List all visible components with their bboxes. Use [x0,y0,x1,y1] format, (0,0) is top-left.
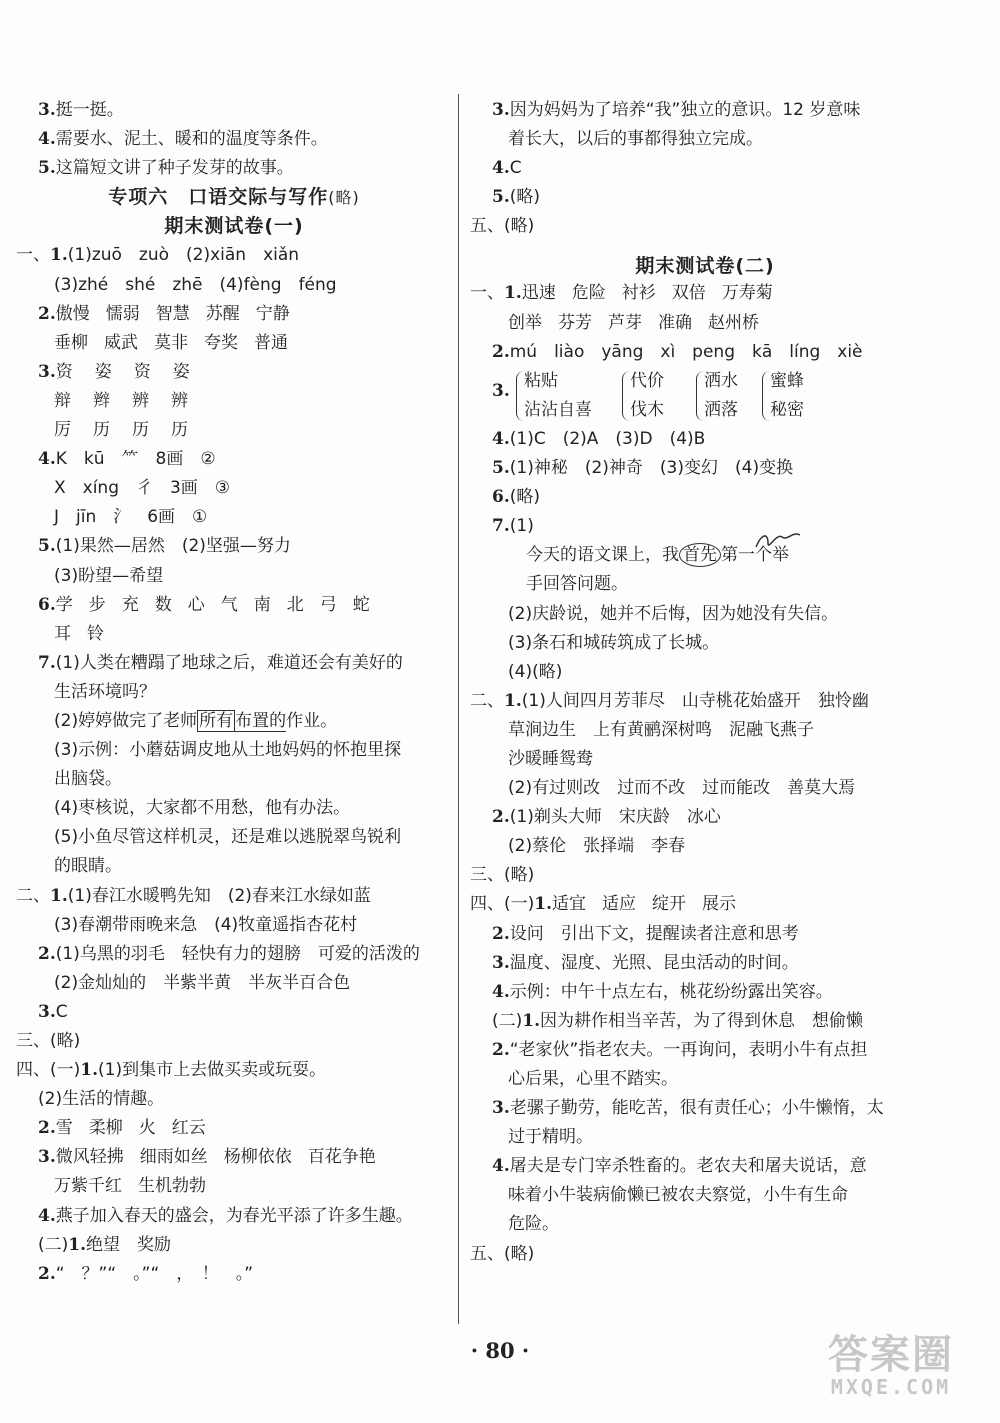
answer-line: (2)金灿灿的 半紫半黄 半灰半百合色 [54,972,351,993]
answer-line: 3.因为妈妈为了培养“我”独立的意识。12 岁意味 [492,100,861,120]
answer-line: 危险。 [508,1214,559,1235]
answer-line: 五、(略) [470,216,535,237]
answer-line: 二、1.(1)春江水暖鸭先知 (2)春来江水绿如蓝 [16,885,371,906]
answer-line: 3.C [38,1001,68,1022]
answer-line: 2.mú liào yāng xì peng kā líng xiè [492,341,863,362]
answer-line: 三、(略) [470,865,535,886]
boxed-word: 所有 [199,710,234,731]
answer-line: (2)庆龄说，她并不后悔，因为她没有失信。 [508,603,839,624]
answer-line: 五、(略) [470,1243,535,1264]
page-number: · 80 · [470,1338,530,1363]
answer-line: 2.(1)剃头大师 宋庆龄 冰心 [492,807,721,828]
answer-line: 4.C [492,158,522,179]
answer-line: 草涧边生 上有黄鹂深树鸣 泥融飞燕子 [508,719,814,740]
test-title: 期末测试卷(一) [164,215,304,238]
answer-line: (2)有过则改 过而不改 过而能改 善莫大焉 [508,778,856,799]
answer-line: 味着小牛装病偷懒已被农夫察觉，小牛有生命 [508,1185,848,1206]
delete-mark-icon [754,529,802,551]
answer-line: 5.(1)神秘 (2)神奇 (3)变幻 (4)变换 [492,458,794,479]
answer-line: (4)(略) [508,661,563,682]
answer-line: 四、(一)1.适宜 适应 绽开 展示 [470,894,737,915]
answer-line: (2)婷婷做完了老师 所有 布置的作业。 [54,710,338,731]
answer-line: 三、(略) [16,1031,81,1051]
answer-line: 2.(1)乌黑的羽毛 轻快有力的翅膀 可爱的活泼的 [38,943,420,964]
underlined-word: 布置的 [235,710,287,731]
answer-line: 生活环境吗？ [54,681,156,702]
answer-line: 7.(1) [492,516,534,537]
watermark-text: 答案圈 [828,1332,954,1378]
answer-line: J jīn 氵 6画 ① [54,507,208,528]
answer-line: 3.老骡子勤劳，能吃苦，很有责任心；小牛懒惰，太 [492,1098,884,1119]
word-group: 蜜蜂 秘密 [770,370,804,420]
section-heading: 专项六 口语交际与写作(略) [108,186,360,209]
answer-line: (3)示例：小蘑菇调皮地从土地妈妈的怀抱里探 [54,740,402,761]
answer-line: 2.雪 柔柳 火 红云 [38,1118,206,1139]
word-group: 代价 伐木 [630,370,664,420]
answer-line: (3)春潮带雨晚来急 (4)牧童遥指杏花村 [54,914,358,935]
answer-line: 垂柳 威武 莫非 夸奖 普通 [54,332,288,353]
word-group: 洒水 洒落 [704,370,738,420]
left-column [16,96,452,1289]
answer-line: 4.需要水、泥土、暖和的温度等条件。 [38,129,328,150]
answer-line: 出脑袋。 [54,769,122,790]
answer-line: 5.这篇短文讲了种子发芽的故事。 [38,158,294,179]
answer-line: 创举 芬芳 芦芽 准确 赵州桥 [508,312,759,333]
answer-line: 4.K kū ⺮ 8画 ② [38,449,216,470]
answer-line: 沙暖睡鸳鸯 [508,748,593,769]
answer-line: 辩 辫 辨 辨 [54,390,188,411]
answer-line: 的眼睛。 [54,856,122,877]
answer-line: (二)1.因为耕作相当辛苦，为了得到休息 想偷懒 [492,1010,864,1031]
test-title: 期末测试卷(二) [635,255,775,278]
answer-line: 4.(1)C (2)A (3)D (4)B [492,428,706,449]
answer-line: 3.挺一挺。 [38,100,124,120]
column-divider [458,94,459,1324]
answer-line: 过于精明。 [508,1127,593,1148]
answer-line: 一、1.迅速 危险 衬衫 双倍 万寿菊 [470,283,773,304]
answer-line: 5.(略) [492,187,541,208]
answer-line: 6.(略) [492,487,541,508]
answer-line: 万紫千红 生机勃勃 [54,1176,206,1197]
answer-line: 2.设问 引出下文，提醒读者注意和思考 [492,923,799,944]
answer-line: (2)蔡伦 张择端 李春 [508,836,686,857]
answer-line: 四、(一)1.(1)到集市上去做买卖或玩耍。 [16,1060,327,1081]
right-column [470,96,940,1269]
answer-line: 2.“ ？”“ 。”“ ， ！ 。” [38,1263,254,1284]
answer-line: 6.学 步 充 数 心 气 南 北 弓 蛇 [38,594,370,615]
answer-line: (3)盼望—希望 [54,565,164,586]
answer-line: 4.屠夫是专门宰杀牲畜的。老农夫和屠夫说话，意 [492,1156,867,1177]
word-group: 粘贴 沾沾自喜 [524,370,592,420]
answer-line: 厉 历 历 历 [54,420,188,441]
answer-line: 2.“老家伙”指老农夫。一再询问，表明小牛有点担 [492,1039,868,1060]
answer-line: (3)zhé shé zhē (4)fèng féng [54,274,337,295]
watermark-logo [816,1323,966,1403]
answer-line: (二)1.绝望 奖励 [38,1234,172,1255]
answer-line: (5)小鱼尽管这样机灵，还是难以逃脱翠鸟锐利 [54,827,402,848]
answer-line: 耳 铃 [54,623,104,644]
answer-line: (2)生活的情趣。 [38,1089,165,1110]
answer-line: (3)条石和城砖筑成了长城。 [508,632,720,653]
circled-word: 首先 [679,543,721,567]
brace-group-answer: 3. 粘贴 沾沾自喜 代价 伐木 洒水 洒落 蜜蜂 秘密 [470,367,940,425]
answer-line: 二、1.(1)人间四月芳菲尽 山寺桃花始盛开 独怜幽 [470,690,869,711]
answer-line: 4.燕子加入春天的盛会，为春光平添了许多生趣。 [38,1205,413,1226]
answer-line: 一、1.(1)zuō zuò (2)xiān xiǎn [16,245,300,266]
answer-line: 7.(1)人类在糟蹋了地球之后，难道还会有美好的 [38,652,403,673]
answer-line: 3.温度、湿度、光照、昆虫活动的时间。 [492,952,799,973]
answer-line: 着长大，以后的事都得独立完成。 [508,129,763,150]
answer-line: 手回答问题。 [526,574,628,595]
watermark-url: MXQE.COM [830,1375,952,1399]
answer-line: 心后果，心里不踏实。 [508,1069,678,1089]
answer-line: (4)枣核说，大家都不用愁，他有办法。 [54,798,351,819]
answer-line: 2.傲慢 懦弱 智慧 苏醒 宁静 [38,303,290,324]
answer-line: 5.(1)果然—居然 (2)坚强—努力 [38,536,291,557]
answer-line: 今天的语文课上，我 首先 第一个举 [470,541,940,570]
answer-line: 4.示例：中午十点左右，桃花纷纷露出笑容。 [492,981,833,1002]
answer-line: 3.资 姿 资 姿 [38,361,190,382]
answer-line: X xíng 彳 3画 ③ [54,478,231,499]
answer-line: 3.微风轻拂 细雨如丝 杨柳依依 百花争艳 [38,1147,376,1168]
